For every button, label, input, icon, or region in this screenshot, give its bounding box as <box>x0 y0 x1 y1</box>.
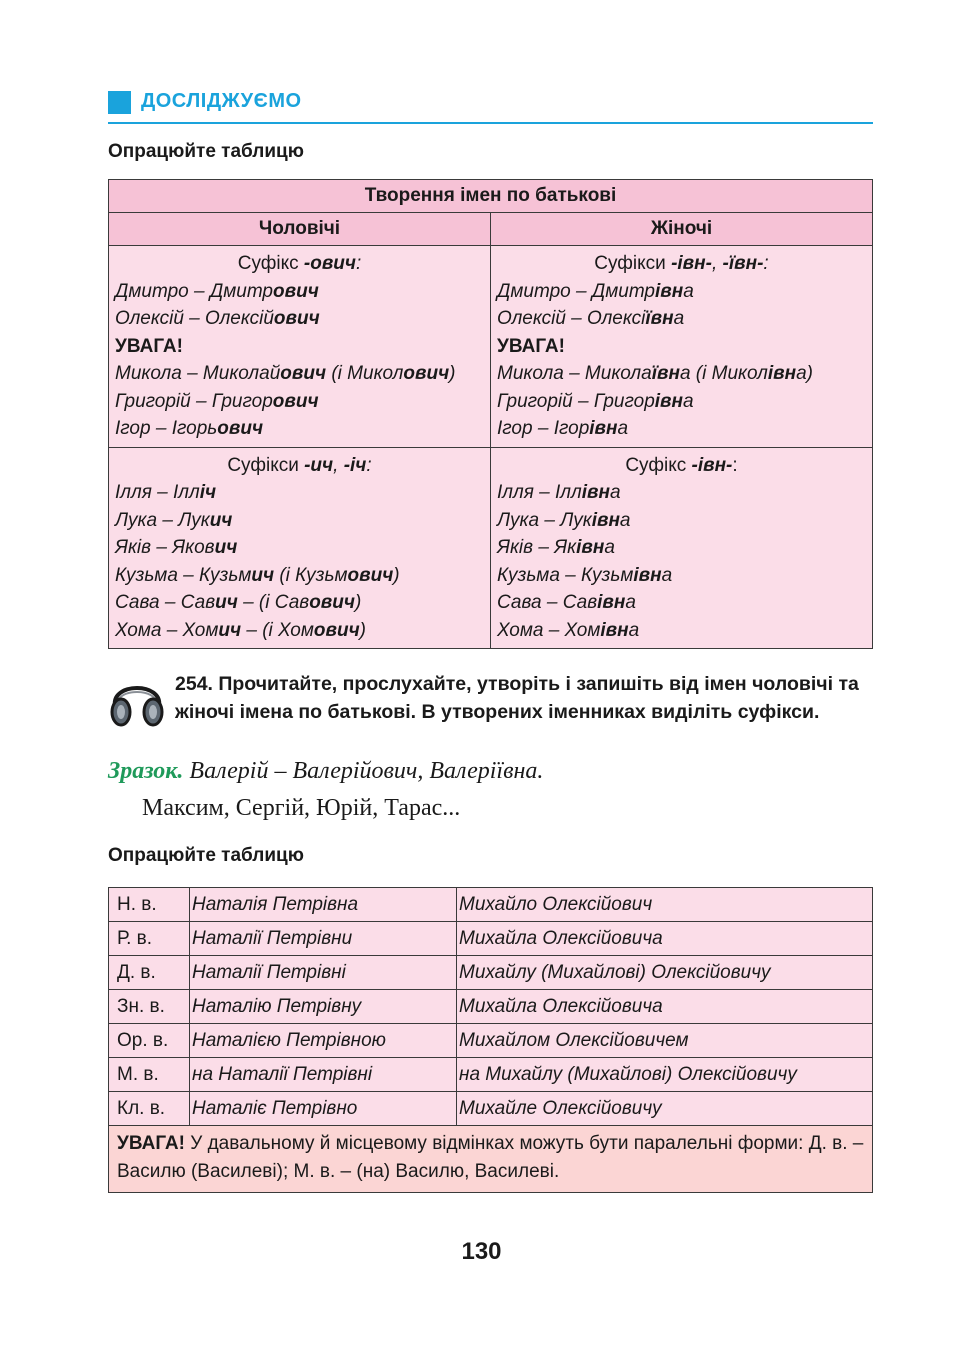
line-text: а <box>673 308 685 329</box>
case-cell: Д. в. <box>109 956 190 990</box>
name-pair <box>497 507 866 535</box>
section-title: ДОСЛІДЖУЄМО <box>141 90 302 112</box>
name-pair <box>497 278 866 306</box>
name-pair <box>497 388 866 416</box>
line-text: а <box>619 509 631 531</box>
name-pair <box>115 589 484 617</box>
suffix-text: іч <box>199 482 217 503</box>
female-form-cell: Наталії Петрівни <box>190 922 457 956</box>
suffix-text: ич <box>209 509 233 531</box>
line-text: : <box>355 253 362 274</box>
suffix-text: ич <box>251 564 275 586</box>
suffix-text: ович <box>347 564 394 586</box>
table-title: Творення імен по батькові <box>109 180 873 213</box>
female-form-cell: Наталією Петрівною <box>190 1024 457 1058</box>
suffix-text: -іч <box>343 454 367 476</box>
line-text: , <box>711 253 723 274</box>
table-row <box>109 1024 873 1058</box>
suffix-text: ович <box>403 363 450 384</box>
name-pair <box>115 479 484 507</box>
attention-label <box>497 333 866 361</box>
subheading-1: Опрацюйте таблицю <box>108 141 304 162</box>
case-cell: Кл. в. <box>109 1092 190 1126</box>
line-text: Яків – Яков <box>115 537 215 558</box>
line-text: Яків – Як <box>497 537 577 558</box>
line-text: , <box>333 454 344 476</box>
line-text: Олексій – Олексі <box>497 308 646 329</box>
line-text: Суфікс <box>625 454 692 476</box>
name-pair <box>115 617 484 645</box>
name-pair <box>115 562 484 590</box>
male-form-cell: Михайле Олексійовичу <box>457 1092 873 1126</box>
table-row <box>109 922 873 956</box>
suffix-heading <box>497 250 866 278</box>
suffix-text: -ич <box>304 454 334 476</box>
name-pair <box>115 388 484 416</box>
names-list: Максим, Сергій, Юрій, Тарас... <box>142 795 461 821</box>
line-text: (і Микол <box>326 363 404 384</box>
name-pair <box>497 562 866 590</box>
suffix-text: івн <box>576 537 605 558</box>
line-text: Хома – Хом <box>497 619 601 641</box>
line-text: а (і Микол <box>679 363 768 384</box>
name-pair <box>497 415 866 443</box>
suffix-text: івн <box>581 482 610 503</box>
attention-label <box>115 333 484 361</box>
line-text: Дмитро – Дмитр <box>497 280 655 302</box>
line-text: Сава – Сав <box>115 592 216 613</box>
line-text: – (і Хом <box>241 619 314 641</box>
male-form-cell: Михайла Олексійовича <box>457 990 873 1024</box>
line-text: Григорій – Григор <box>115 390 273 412</box>
line-text: а <box>604 537 615 558</box>
line-text: а) <box>796 363 813 384</box>
line-text: : <box>732 454 738 476</box>
line-text: Ілля – Ілл <box>497 482 582 503</box>
section-square-icon <box>108 91 131 114</box>
table-row <box>109 888 873 922</box>
case-cell: Зн. в. <box>109 990 190 1024</box>
female-cell <box>491 246 873 448</box>
line-text: УВАГА! <box>497 335 565 357</box>
suffix-text: н <box>662 308 674 329</box>
suffix-text: -ївн- <box>722 253 764 274</box>
male-form-cell: Михайла Олексійовича <box>457 922 873 956</box>
section-header <box>108 88 873 124</box>
suffix-text: івн <box>600 619 629 641</box>
suffix-text: їв <box>645 308 663 329</box>
suffix-text: -івн- <box>691 454 733 476</box>
table-row <box>109 447 873 649</box>
suffix-text: ич <box>215 592 238 613</box>
line-text: ) <box>449 363 456 384</box>
line-text: Дмитро – Дмитр <box>115 280 273 302</box>
suffix-text: ович <box>309 592 355 613</box>
suffix-text: івн <box>654 390 683 412</box>
suffix-text: івн <box>633 564 662 586</box>
suffix-text: ич <box>214 537 238 558</box>
male-form-cell: Михайлом Олексійовичем <box>457 1024 873 1058</box>
line-text: : <box>366 454 372 476</box>
line-text: а <box>683 280 694 302</box>
name-pair <box>497 360 866 388</box>
patronymic-table <box>108 179 873 649</box>
line-text: а <box>625 592 636 613</box>
male-form-cell: на Михайлу (Михайлові) Олексійовичу <box>457 1058 873 1092</box>
name-pair <box>497 617 866 645</box>
suffix-text: ович <box>273 280 319 302</box>
line-text: а <box>661 564 673 586</box>
male-cell <box>109 246 491 448</box>
female-form-cell: Наталію Петрівну <box>190 990 457 1024</box>
line-text: Лука – Лук <box>497 509 592 531</box>
male-cell <box>109 447 491 649</box>
name-pair <box>115 278 484 306</box>
line-text: Хома – Хом <box>115 619 219 641</box>
headphones-icon <box>107 668 167 728</box>
line-text: Микола – Миколай <box>115 363 281 384</box>
line-text: Сава – Сав <box>497 592 598 613</box>
sample <box>108 758 543 785</box>
suffix-text: ович <box>272 390 319 412</box>
suffix-text: -івн- <box>671 253 712 274</box>
line-text: : <box>763 253 769 274</box>
suffix-text: івн <box>597 592 626 613</box>
female-form-cell: на Наталії Петрівні <box>190 1058 457 1092</box>
suffix-text: ич <box>218 619 242 641</box>
case-cell: Ор. в. <box>109 1024 190 1058</box>
suffix-text: ївн <box>651 363 680 384</box>
line-text: а <box>609 482 621 503</box>
female-cell <box>491 447 873 649</box>
line-text: Суфікси <box>594 253 672 274</box>
male-form-cell: Михайло Олексійович <box>457 888 873 922</box>
table-row <box>109 956 873 990</box>
sample-text: Валерій – Валерійович, Валеріївна. <box>189 758 544 784</box>
name-pair <box>115 305 484 333</box>
female-form-cell: Наталіє Петрівно <box>190 1092 457 1126</box>
female-form-cell: Наталія Петрівна <box>190 888 457 922</box>
female-form-cell: Наталії Петрівні <box>190 956 457 990</box>
name-pair <box>497 589 866 617</box>
name-pair <box>115 534 484 562</box>
table-row <box>109 990 873 1024</box>
line-text: Микола – Микола <box>497 363 652 384</box>
subheading-2: Опрацюйте таблицю <box>108 845 304 866</box>
suffix-text: ович <box>273 308 320 329</box>
case-cell: Р. в. <box>109 922 190 956</box>
suffix-text: -ович <box>303 253 356 274</box>
name-pair <box>115 507 484 535</box>
line-text: а <box>683 390 694 412</box>
suffix-heading <box>115 250 484 278</box>
line-text: УВАГА! <box>115 335 183 357</box>
name-pair <box>497 305 866 333</box>
line-text: ) <box>354 592 362 613</box>
table-row <box>109 1058 873 1092</box>
note-label: УВАГА! <box>117 1133 185 1154</box>
line-text: а <box>617 418 629 439</box>
suffix-text: івн <box>655 280 684 302</box>
line-text: а <box>628 619 640 641</box>
table-row <box>109 1092 873 1126</box>
suffix-text: ович <box>280 363 327 384</box>
column-header-male: Чоловічі <box>109 213 491 246</box>
line-text: Григорій – Григор <box>497 390 655 412</box>
line-text: Кузьма – Кузьм <box>497 564 634 586</box>
suffix-text: івн <box>767 363 797 384</box>
name-pair <box>115 360 484 388</box>
line-text: Кузьма – Кузьм <box>115 564 252 586</box>
suffix-heading <box>115 452 484 480</box>
suffix-text: івн <box>589 418 618 439</box>
line-text: Суфікс <box>237 253 304 274</box>
line-text: Суфікси <box>227 454 305 476</box>
table-row <box>109 246 873 448</box>
suffix-heading <box>497 452 866 480</box>
name-pair <box>497 534 866 562</box>
note-text: У давальному й місцевому відмінках можуть бути паралельні форми: Д. в. – Василю (Василеві); М. в. – (на) Василю, Василеві. <box>117 1133 864 1182</box>
declension-table <box>108 887 873 1193</box>
page-number: 130 <box>461 1238 502 1265</box>
case-cell: М. в. <box>109 1058 190 1092</box>
line-text: Лука – Лук <box>115 509 210 531</box>
note-cell <box>109 1126 873 1193</box>
column-header-female: Жіночі <box>491 213 873 246</box>
line-text: (і Кузьм <box>274 564 348 586</box>
name-pair <box>115 415 484 443</box>
line-text: Ігор – Ігорь <box>115 418 218 439</box>
line-text: ) <box>393 564 400 586</box>
line-text: Ігор – Ігор <box>497 418 590 439</box>
suffix-text: ович <box>313 619 360 641</box>
case-cell: Н. в. <box>109 888 190 922</box>
suffix-text: ович <box>217 418 264 439</box>
line-text: Олексій – Олексій <box>115 308 274 329</box>
sample-label: Зразок. <box>108 758 184 784</box>
suffix-text: івн <box>591 509 620 531</box>
line-text: – (і Сав <box>237 592 310 613</box>
line-text: ) <box>359 619 366 641</box>
name-pair <box>497 479 866 507</box>
male-form-cell: Михайлу (Михайлові) Олексійовичу <box>457 956 873 990</box>
task-254: 254. Прочитайте, прослухайте, утворіть і запишіть від імен чоловічі та жіночі імена по батькові. В утворених іменниках виділіть суфікси. <box>175 673 859 723</box>
line-text: Ілля – Ілл <box>115 482 200 503</box>
